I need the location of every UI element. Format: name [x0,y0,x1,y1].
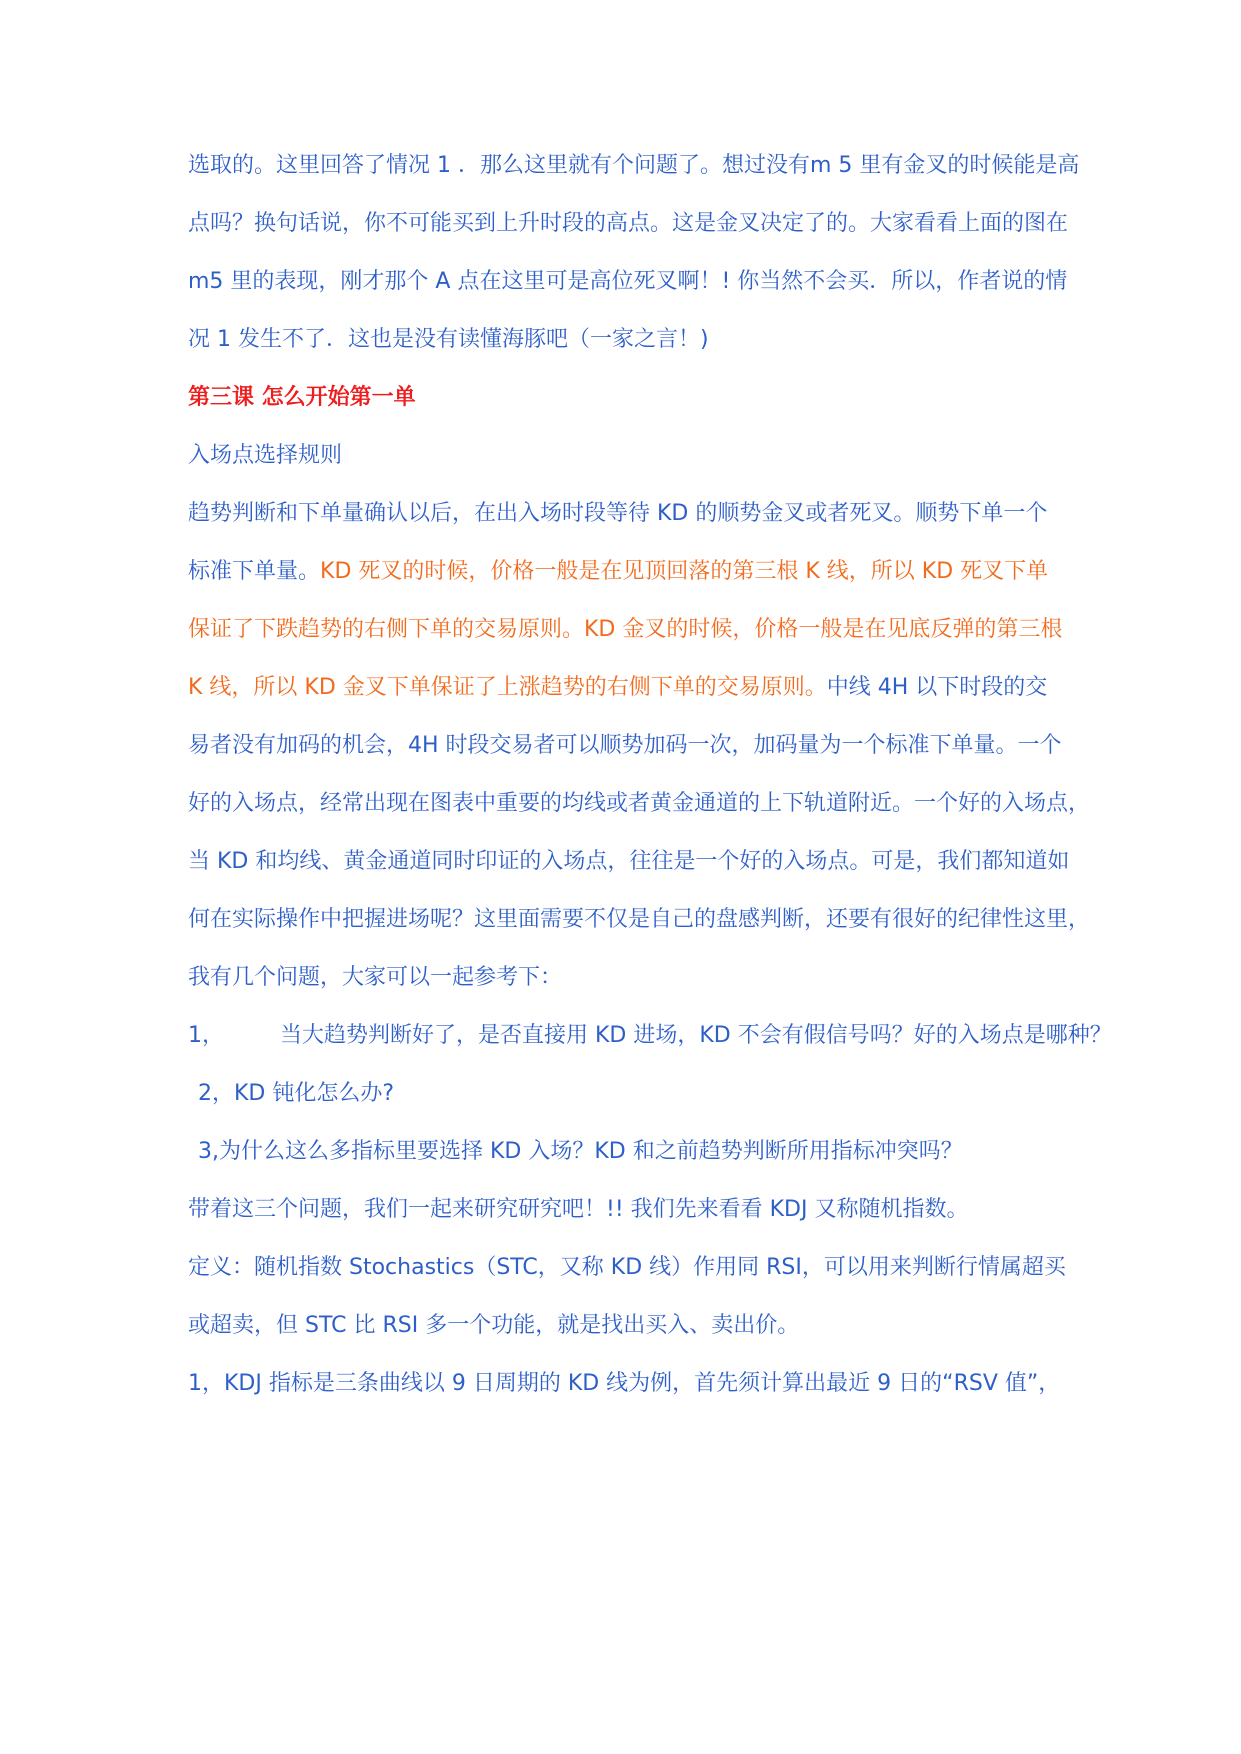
paragraph2-line2 [188,557,1048,587]
paragraph2-line4-orange: K 线，所以 KD 金叉下单保证了上涨趋势的右侧下单的交易原则。 [188,675,827,700]
definition-line1: 定义：随机指数 Stochastics（STC，又称 KD 线）作用同 RSI，可以用来判断行情属超买 [188,1255,1066,1280]
paragraph2-line4 [188,673,1047,703]
paragraph2-line6: 好的入场点，经常出现在图表中重要的均线或者黄金通道的上下轨道附近。一个好的入场点， [188,791,1091,816]
paragraph1-line1: 选取的。这里回答了情况 1 ．那么这里就有个问题了。想过没有m 5 里有金叉的时候能是高 [188,153,1080,178]
question-2: 2，KD 钝化怎么办? [198,1081,395,1106]
lesson-heading: 第三课 怎么开始第一单 [188,385,416,410]
paragraph1-line4: 况 1 发生不了．这也是没有读懂海豚吧（一家之言！) [188,327,709,352]
paragraph2-line1: 趋势判断和下单量确认以后，在出入场时段等待 KD 的顺势金叉或者死叉。顺势下单一个 [188,501,1048,526]
paragraph2-line4-blue: 中线 4H 以下时段的交 [826,675,1048,700]
paragraph3: 带着这三个问题，我们一起来研究研究吧！!! 我们先来看看 KDJ 又称随机指数。 [188,1197,969,1222]
item-1: 1，KDJ 指标是三条曲线以 9 日周期的 KD 线为例，首先须计算出最近 9 日的“RSV 值”， [188,1371,1061,1396]
question-3: 3,为什么这么多指标里要选择 KD 入场？KD 和之前趋势判断所用指标冲突吗？ [198,1139,963,1164]
paragraph2-line2-orange: KD 死叉的时候，价格一般是在见顶回落的第三根 K 线，所以 KD 死叉下单 [320,559,1049,584]
question-1 [188,1021,1112,1051]
paragraph2-line9: 我有几个问题，大家可以一起参考下： [188,965,563,990]
question-1-number: 1， [188,1023,224,1048]
paragraph2-line5: 易者没有加码的机会，4H 时段交易者可以顺势加码一次，加码量为一个标准下单量。一个 [188,733,1062,758]
question-1-text: 当大趋势判断好了，是否直接用 KD 进场，KD 不会有假信号吗？好的入场点是哪种？ [280,1023,1112,1048]
paragraph2-line7: 当 KD 和均线、黄金通道同时印证的入场点，往往是一个好的入场点。可是，我们都知道如 [188,849,1070,874]
paragraph2-line2-blue: 标准下单量。 [188,559,321,584]
paragraph2-line8: 何在实际操作中把握进场呢？这里面需要不仅是自己的盘感判断，还要有很好的纪律性这里， [188,907,1091,932]
definition-line2: 或超卖，但 STC 比 RSI 多一个功能，就是找出买入、卖出价。 [188,1313,800,1338]
paragraph2-line3: 保证了下跌趋势的右侧下单的交易原则。KD 金叉的时候，价格一般是在见底反弹的第三根 [188,617,1063,642]
paragraph1-line2: 点吗？换句话说，你不可能买到上升时段的高点。这是金叉决定了的。大家看看上面的图在 [188,211,1069,236]
subheading: 入场点选择规则 [188,443,343,468]
paragraph1-line3: m5 里的表现，刚才那个 A 点在这里可是高位死叉啊！! 你当然不会买．所以，作者说的情 [188,269,1068,294]
